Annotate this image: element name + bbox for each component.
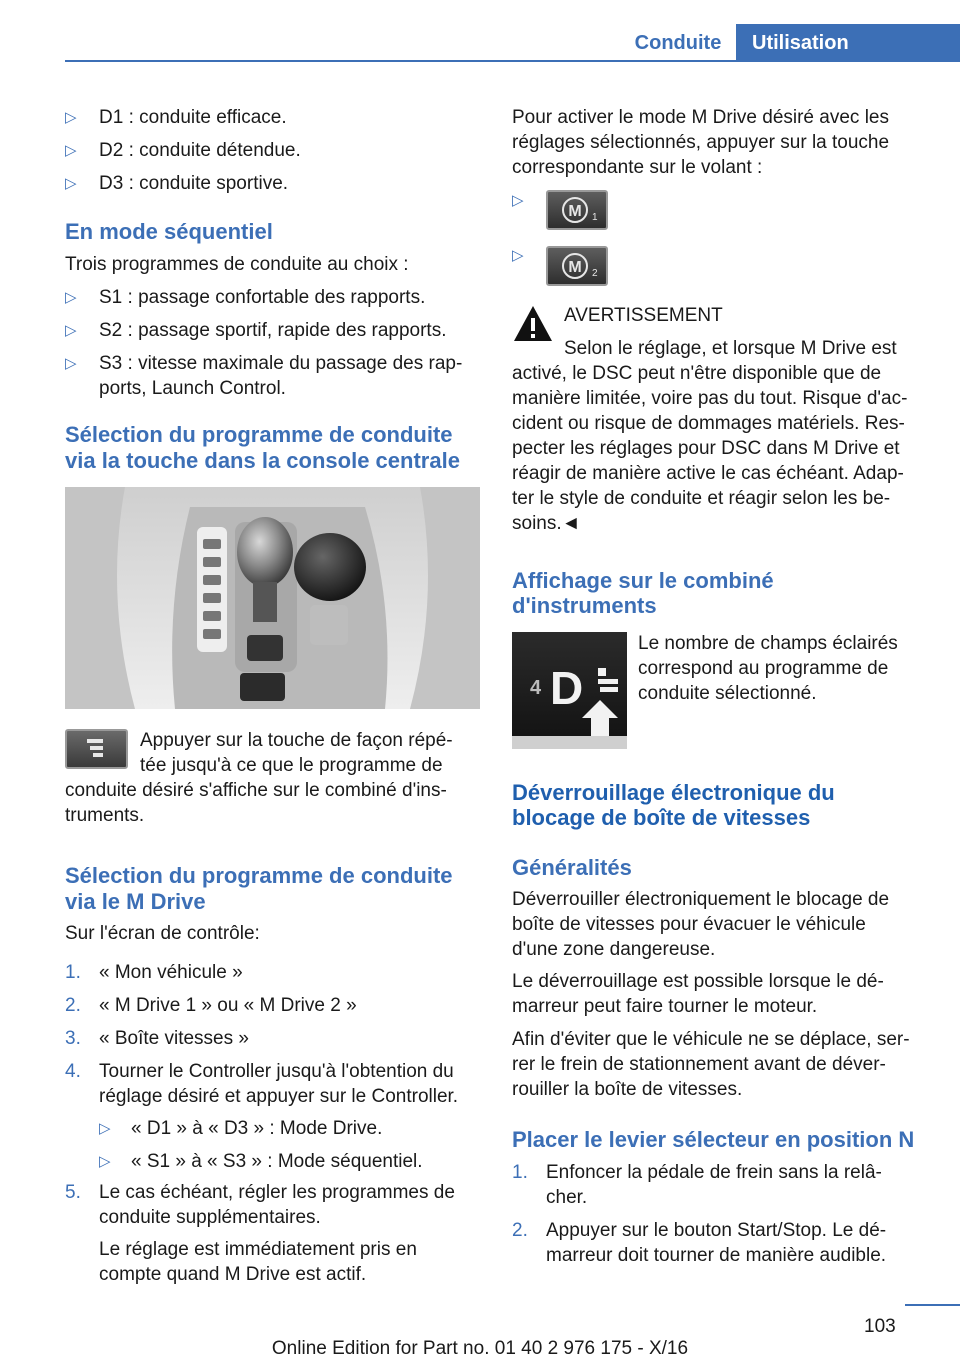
- bullet-icon: ▷: [99, 1120, 111, 1137]
- step-number: 2.: [512, 1220, 528, 1241]
- paragraph: rer le frein de stationnement avant de déver‐: [512, 1054, 886, 1075]
- list-item: S1 : passage confortable des rapports.: [99, 287, 426, 308]
- section-title: Affichage sur le combiné: [512, 568, 774, 593]
- chapter-title: Déverrouillage électronique du: [512, 780, 835, 805]
- bullet-icon: ▷: [65, 109, 77, 126]
- paragraph: correspondante sur le volant :: [512, 157, 763, 178]
- section-title: via la touche dans la console centrale: [65, 448, 460, 473]
- section-title: Placer le levier sélecteur en position N: [512, 1127, 915, 1152]
- list-item: « S1 » à « S3 » : Mode séquentiel.: [131, 1151, 423, 1172]
- warning-text: réagir de manière active le cas échéant. Adap‐: [512, 463, 904, 484]
- list-item: D1 : conduite efficace.: [99, 107, 287, 128]
- section-title: Sélection du programme de conduite: [65, 863, 453, 888]
- tab-conduite[interactable]: Conduite: [634, 32, 722, 54]
- step-text: « Boîte vitesses »: [99, 1028, 249, 1049]
- paragraph: compte quand M Drive est actif.: [99, 1264, 367, 1285]
- warning-text: ter le style de conduite et réagir selon les be‐: [512, 488, 891, 509]
- step-text: Appuyer sur le bouton Start/Stop. Le dé‐: [546, 1220, 887, 1241]
- paragraph: Appuyer sur la touche de façon répé‐: [140, 730, 453, 751]
- paragraph: d'une zone dangereuse.: [512, 939, 716, 960]
- footer-rule: [905, 1304, 960, 1306]
- bullet-icon: ▷: [65, 322, 77, 339]
- tab-utilisation[interactable]: Utilisation: [736, 24, 960, 62]
- paragraph: Le nombre de champs éclairés: [638, 633, 898, 654]
- step-number: 1.: [512, 1162, 528, 1183]
- header-rule: [65, 60, 960, 62]
- svg-text:1: 1: [592, 212, 598, 223]
- page-number: 103: [864, 1316, 896, 1337]
- step-text: « M Drive 1 » ou « M Drive 2 »: [99, 995, 357, 1016]
- paragraph: conduite désiré s'affiche sur le combiné d'ins‐: [65, 780, 447, 801]
- warning-icon: [512, 303, 554, 345]
- list-item: ports, Launch Control.: [99, 378, 286, 399]
- svg-text:M: M: [568, 259, 582, 276]
- step-text: conduite supplémentaires.: [99, 1207, 321, 1228]
- paragraph: Sur l'écran de contrôle:: [65, 923, 260, 944]
- chapter-title: blocage de boîte de vitesses: [512, 805, 811, 830]
- paragraph: tée jusqu'à ce que le programme de: [140, 755, 443, 776]
- warning-text: manière limitée, voire pas du tout. Risque d'ac‐: [512, 388, 908, 409]
- bullet-icon: ▷: [65, 355, 77, 372]
- paragraph: boîte de vitesses pour évacuer le véhicule: [512, 914, 866, 935]
- bullet-icon: ▷: [65, 289, 77, 306]
- section-title: En mode séquentiel: [65, 219, 273, 244]
- step-text: « Mon véhicule »: [99, 962, 243, 983]
- bullet-icon: ▷: [512, 192, 524, 209]
- warning-text: Selon le réglage, et lorsque M Drive est: [564, 338, 897, 359]
- section-title: Sélection du programme de conduite: [65, 422, 453, 447]
- step-number: 4.: [65, 1061, 81, 1082]
- step-number: 3.: [65, 1028, 81, 1049]
- paragraph: conduite sélectionné.: [638, 683, 817, 704]
- warning-text: soins.◄: [512, 513, 581, 534]
- list-item: D3 : conduite sportive.: [99, 173, 289, 194]
- m1-button-icon: [546, 190, 608, 230]
- paragraph: Pour activer le mode M Drive désiré avec les: [512, 107, 889, 128]
- bullet-icon: ▷: [512, 247, 524, 264]
- svg-text:2: 2: [592, 268, 598, 279]
- step-number: 2.: [65, 995, 81, 1016]
- bullet-icon: ▷: [65, 175, 77, 192]
- section-title: via le M Drive: [65, 889, 206, 914]
- section-title: d'instruments: [512, 593, 657, 618]
- instrument-display-image: [512, 632, 627, 749]
- section-title: Généralités: [512, 855, 632, 880]
- paragraph: Déverrouiller électroniquement le blocage de: [512, 889, 890, 910]
- paragraph: réglages sélectionnés, appuyer sur la touche: [512, 132, 890, 153]
- step-text: cher.: [546, 1187, 588, 1208]
- center-console-image: [65, 487, 480, 709]
- step-number: 5.: [65, 1182, 81, 1203]
- step-number: 1.: [65, 962, 81, 983]
- step-text: marreur doit tourner de manière audible.: [546, 1245, 887, 1266]
- step-text: réglage désiré et appuyer sur le Controller.: [99, 1086, 459, 1107]
- warning-text: cident ou risque de dommages matériels. Res‐: [512, 413, 905, 434]
- edition-footer: Online Edition for Part no. 01 40 2 976 175 - X/16: [271, 1338, 689, 1359]
- warning-title: AVERTISSEMENT: [564, 305, 723, 326]
- paragraph: correspond au programme de: [638, 658, 889, 679]
- paragraph: Afin d'éviter que le véhicule ne se déplace, ser‐: [512, 1029, 910, 1050]
- step-text: Le cas échéant, régler les programmes de: [99, 1182, 455, 1203]
- paragraph: truments.: [65, 805, 145, 826]
- paragraph: marreur peut faire tourner le moteur.: [512, 996, 818, 1017]
- step-text: Tourner le Controller jusqu'à l'obtention du: [99, 1061, 454, 1082]
- list-item: S2 : passage sportif, rapide des rapports.: [99, 320, 447, 341]
- step-text: Enfoncer la pédale de frein sans la relâ‐: [546, 1162, 882, 1183]
- warning-text: activé, le DSC peut n'être disponible que de: [512, 363, 882, 384]
- paragraph: Trois programmes de conduite au choix :: [65, 254, 409, 275]
- svg-text:M: M: [568, 203, 582, 220]
- list-item: S3 : vitesse maximale du passage des rap‐: [99, 353, 463, 374]
- bullet-icon: ▷: [65, 142, 77, 159]
- m2-button-icon: [546, 246, 608, 286]
- paragraph: rouiller la boîte de vitesses.: [512, 1079, 743, 1100]
- list-item: « D1 » à « D3 » : Mode Drive.: [131, 1118, 383, 1139]
- paragraph: Le réglage est immédiatement pris en: [99, 1239, 417, 1260]
- list-item: D2 : conduite détendue.: [99, 140, 301, 161]
- bullet-icon: ▷: [99, 1153, 111, 1170]
- driving-mode-button-icon: [65, 729, 128, 769]
- warning-text: pecter les réglages pour DSC dans M Drive et: [512, 438, 900, 459]
- mode-letter: D: [550, 662, 584, 714]
- gear-number: 4: [530, 677, 542, 699]
- paragraph: Le déverrouillage est possible lorsque le dé‐: [512, 971, 884, 992]
